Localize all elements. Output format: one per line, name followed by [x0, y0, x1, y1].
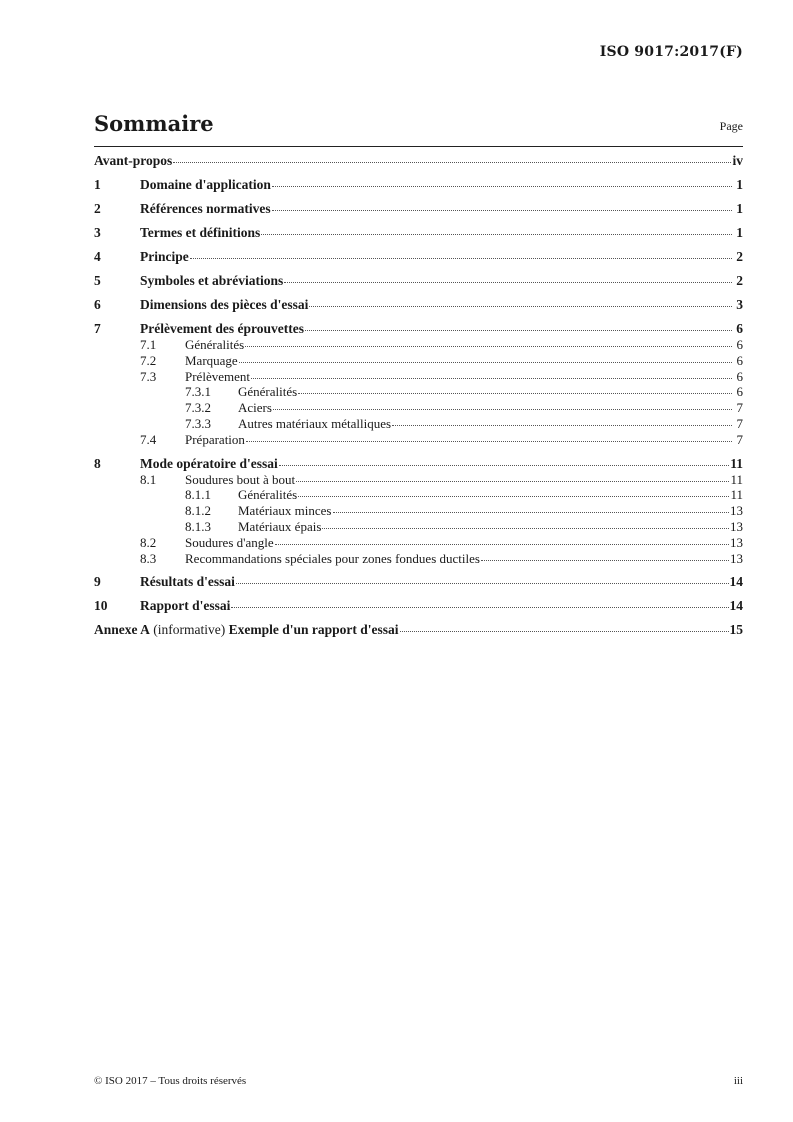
- toc-entry-title: Marquage: [185, 352, 238, 368]
- toc-entry[interactable]: [94, 400, 743, 416]
- annex-title: Exemple d'un rapport d'essai: [228, 622, 399, 638]
- copyright-notice: © ISO 2017 – Tous droits réservés: [94, 1075, 247, 1087]
- title-rule: [94, 146, 743, 147]
- dot-leader: [272, 186, 732, 187]
- toc-entry-number: 3: [94, 225, 101, 240]
- toc-entry-title: Recommandations spéciales pour zones fondues ductiles: [185, 550, 480, 566]
- toc-entry-number: 8.1.3: [185, 518, 211, 534]
- toc-entry-number: 7.3: [140, 368, 157, 384]
- dot-leader: [231, 607, 728, 608]
- toc-entry-title: Aciers: [238, 400, 272, 416]
- toc-entry-page: 2: [736, 249, 743, 264]
- toc-entry-number: 8.3: [140, 550, 157, 566]
- toc-entry[interactable]: [94, 353, 743, 369]
- toc-entry-title: Généralités: [238, 384, 298, 400]
- dot-leader: [322, 528, 729, 529]
- document-id: ISO 9017:2017(F): [599, 44, 743, 60]
- toc-entry-page: 6: [736, 352, 743, 368]
- toc-entry-page: 6: [736, 321, 743, 336]
- toc-entry-title: Autres matériaux métalliques: [238, 415, 392, 431]
- toc-entry-page: 13: [730, 534, 743, 550]
- toc-entry-page: 7: [736, 400, 743, 416]
- toc-entry-title: Dimensions des pièces d'essai: [140, 297, 309, 312]
- toc-entry-page: 2: [736, 273, 743, 288]
- toc-entry-title: Prélèvement des éprouvettes: [140, 321, 304, 336]
- toc-entry-title: Avant-propos: [94, 153, 173, 168]
- toc-entry-number: 10: [94, 598, 108, 614]
- toc-entry-page: 3: [736, 297, 743, 312]
- toc-entry-title: Rapport d'essai: [140, 598, 231, 614]
- toc-entry-page: 14: [729, 574, 743, 590]
- toc-entry[interactable]: [94, 273, 743, 289]
- toc-entry-page: 7: [736, 415, 743, 431]
- page-column-label: Page: [719, 119, 743, 133]
- toc-entry[interactable]: [94, 384, 743, 400]
- dot-leader: [190, 258, 732, 259]
- toc-entry-title: Termes et définitions: [140, 225, 261, 240]
- toc-entry[interactable]: [94, 487, 743, 503]
- toc-entry-number: 7.4: [140, 431, 157, 447]
- toc-entry-page: 6: [736, 384, 743, 400]
- dot-leader: [245, 346, 732, 347]
- toc-entry-title: Matériaux épais: [238, 518, 322, 534]
- dot-leader: [173, 162, 731, 163]
- toc-entry-page: 1: [736, 177, 743, 192]
- toc-entry-number: 7.2: [140, 352, 157, 368]
- toc-entry-page: 6: [736, 368, 743, 384]
- dot-leader: [272, 210, 732, 211]
- toc-entry-number: 8.1: [140, 471, 157, 487]
- toc-entry-number: 4: [94, 249, 101, 264]
- toc-entry[interactable]: [94, 598, 743, 614]
- toc-entry[interactable]: [94, 519, 743, 535]
- toc-entry[interactable]: [94, 472, 743, 488]
- dot-leader: [284, 282, 732, 283]
- toc-entry[interactable]: [94, 321, 743, 337]
- toc-entry[interactable]: [94, 249, 743, 265]
- toc-entry[interactable]: [94, 369, 743, 385]
- toc-entry[interactable]: [94, 535, 743, 551]
- dot-leader: [296, 481, 729, 482]
- toc-entry-title: Domaine d'application: [140, 177, 271, 192]
- toc-entry-number: 7.3.1: [185, 384, 211, 400]
- dot-leader: [236, 583, 729, 584]
- toc-entry-title: Prélèvement: [185, 368, 250, 384]
- dot-leader: [273, 409, 732, 410]
- toc-entry-title: Symboles et abréviations: [140, 273, 284, 288]
- dot-leader: [400, 631, 729, 632]
- toc-entry-title: Généralités: [238, 487, 298, 503]
- toc-entry-number: 8.1.2: [185, 503, 211, 519]
- toc-entry-number: 2: [94, 201, 101, 216]
- toc-entry[interactable]: [94, 503, 743, 519]
- toc-entry-page: 6: [736, 337, 743, 352]
- toc-entry[interactable]: [94, 432, 743, 448]
- toc-entry-page: 13: [730, 503, 743, 519]
- toc-entry[interactable]: [94, 574, 743, 590]
- page-number: iii: [733, 1075, 743, 1087]
- dot-leader: [246, 441, 732, 442]
- toc-entry[interactable]: [94, 153, 743, 169]
- dot-leader: [392, 425, 732, 426]
- toc-entry-page: 1: [736, 201, 743, 216]
- toc-entry-title: Matériaux minces: [238, 503, 332, 519]
- toc-entry-title: Préparation: [185, 431, 245, 447]
- dot-leader: [275, 544, 729, 545]
- toc-entry-number: 7.3.2: [185, 400, 211, 416]
- dot-leader: [309, 306, 732, 307]
- toc-entry[interactable]: [94, 456, 743, 472]
- toc-entry-title: Principe: [140, 249, 189, 264]
- toc-entry-page: 11: [730, 487, 743, 503]
- toc-entry-number: 9: [94, 574, 101, 590]
- toc-entry-title: Mode opératoire d'essai: [140, 455, 278, 471]
- toc-entry-number: 8.2: [140, 534, 157, 550]
- annex-qualifier: (informative): [153, 622, 226, 638]
- toc-entry-title: Soudures bout à bout: [185, 471, 296, 487]
- toc-entry-title: Soudures d'angle: [185, 534, 274, 550]
- toc-entry-number: 7: [94, 321, 101, 336]
- toc-entry[interactable]: [94, 201, 743, 217]
- toc-entry-number: 7.3.3: [185, 415, 211, 431]
- toc-entry-number: 8: [94, 455, 101, 471]
- dot-leader: [239, 362, 732, 363]
- toc-entry-page: 14: [729, 598, 743, 614]
- toc-entry-page: 1: [736, 225, 743, 240]
- toc-entry-page: 13: [730, 550, 743, 566]
- toc-entry[interactable]: [94, 551, 743, 567]
- toc-annex-entry[interactable]: [94, 622, 743, 638]
- toc-entry[interactable]: [94, 225, 743, 241]
- toc-entry[interactable]: [94, 297, 743, 313]
- toc-entry-number: 7.1: [140, 337, 157, 352]
- table-of-contents: [94, 153, 743, 638]
- toc-entry-page: 7: [736, 431, 743, 447]
- dot-leader: [481, 560, 729, 561]
- toc-entry-number: 1: [94, 177, 101, 192]
- dot-leader: [305, 330, 732, 331]
- dot-leader: [251, 378, 732, 379]
- dot-leader: [333, 512, 730, 513]
- toc-entry-page: 13: [730, 518, 743, 534]
- dot-leader: [261, 234, 732, 235]
- annex-page: 15: [729, 622, 743, 638]
- toc-entry[interactable]: [94, 416, 743, 432]
- toc-entry[interactable]: [94, 177, 743, 193]
- toc-title: Sommaire: [94, 111, 214, 136]
- toc-entry-page: 11: [730, 471, 743, 487]
- toc-entry-title: Généralités: [185, 337, 245, 352]
- toc-entry-number: 8.1.1: [185, 487, 211, 503]
- dot-leader: [298, 496, 729, 497]
- toc-entry-number: 6: [94, 297, 101, 312]
- toc-entry-number: 5: [94, 273, 101, 288]
- dot-leader: [298, 393, 732, 394]
- toc-entry-title: Références normatives: [140, 201, 271, 216]
- toc-entry-page: iv: [732, 153, 743, 168]
- dot-leader: [279, 465, 730, 466]
- toc-entry-title: Résultats d'essai: [140, 574, 235, 590]
- toc-entry[interactable]: [94, 337, 743, 353]
- toc-entry-page: 11: [730, 455, 743, 471]
- annex-label: Annexe A: [94, 622, 150, 638]
